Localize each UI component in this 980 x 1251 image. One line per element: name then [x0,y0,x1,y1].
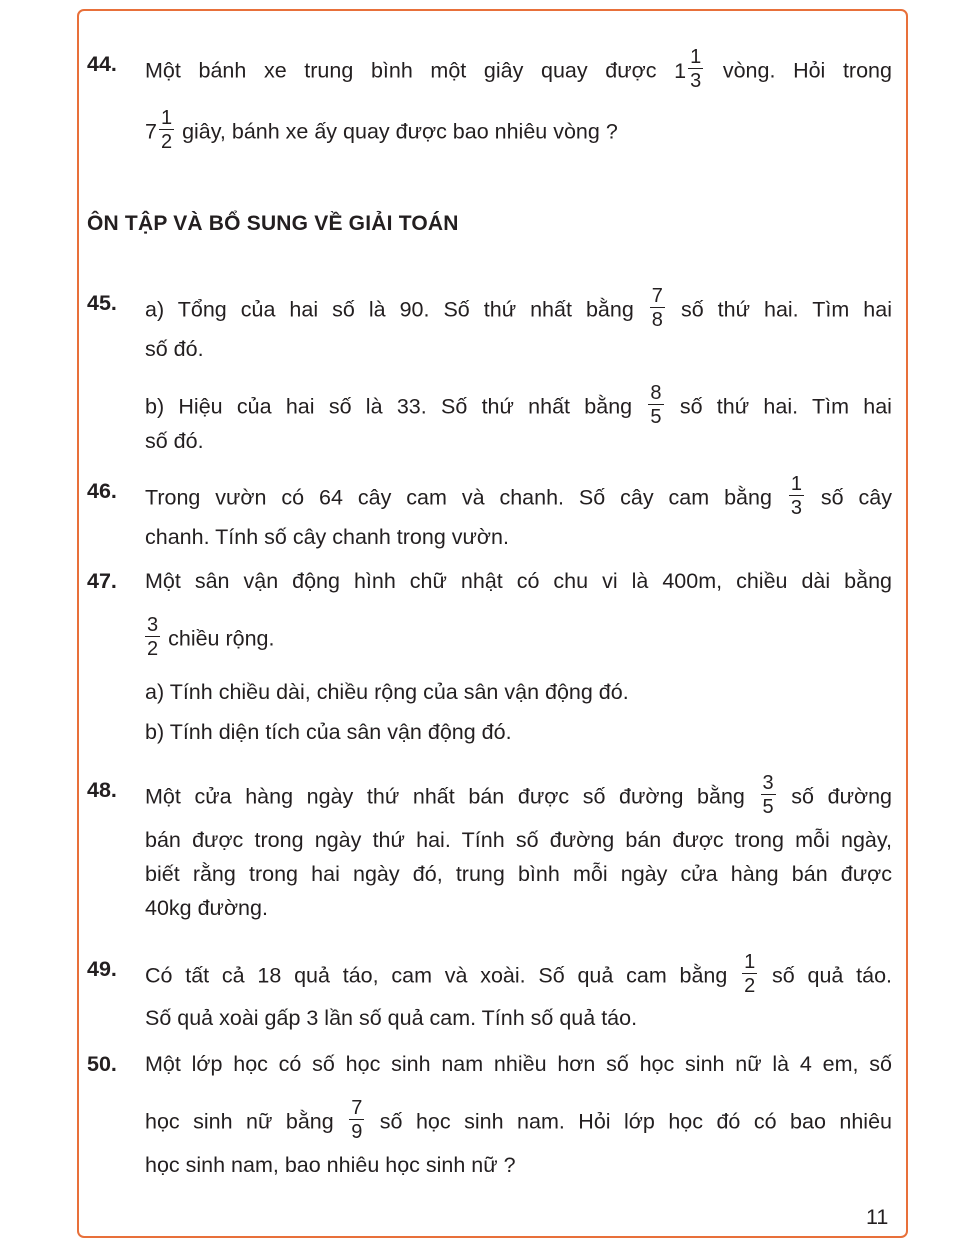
numerator: 1 [160,107,173,129]
numerator: 1 [790,473,802,495]
text-segment: chiều rộng. [168,626,275,651]
fraction [650,286,665,330]
denominator: 8 [651,309,663,331]
problem-number: 45. [87,291,117,315]
problem-text-line: a) Tính chiều dài, chiều rộng của sân vận động đó. [145,680,629,704]
numerator: 1 [744,951,756,973]
mixed-number [674,46,705,92]
text-segment: bán được trong ngày thứ hai. Tính số đường bán được trong mỗi ngày, [145,828,892,852]
numerator: 1 [690,46,702,68]
fraction [648,383,663,427]
fraction [688,47,703,91]
fraction [145,615,160,659]
fraction [159,108,174,152]
text-segment: học sinh nữ bằng [145,1109,334,1134]
whole-part: 1 [674,58,687,83]
denominator: 9 [351,1121,363,1143]
problem-text-line [145,382,892,430]
problem-text-line [145,772,893,820]
text-segment: số đường [791,784,893,809]
problem-text-line [145,567,892,595]
problem-number: 44. [87,52,117,76]
numerator: 3 [147,614,159,636]
text-segment: biết rằng trong hai ngày đó, trung bình mỗi ngày cửa hàng bán được [145,862,892,886]
whole-part: 7 [145,119,157,144]
problem-text-line [145,473,892,521]
text-segment: Một lớp học có số học sinh nam nhiều hơn số học sinh nữ là 4 em, số [145,1052,892,1076]
problem-text-line: Số quả xoài gấp 3 lần số quả cam. Tính số quả táo. [145,1006,638,1030]
problem-text-line: số đó. [145,429,204,453]
fraction [742,952,757,996]
denominator: 5 [650,406,662,428]
numerator: 7 [651,285,663,307]
problem-text-line [145,285,892,333]
problem-number: 49. [87,957,117,981]
problem-text-line [145,1050,892,1078]
denominator: 2 [744,975,756,997]
problem-text-line [145,860,892,888]
denominator: 5 [762,796,774,818]
problem-text-line [145,1097,892,1145]
denominator: 3 [790,497,802,519]
problem-text-line [145,107,618,155]
text-segment: Có tất cả 18 quả táo, cam và xoài. Số quả cam bằng [145,963,728,988]
denominator: 3 [690,70,702,92]
numerator: 7 [351,1097,363,1119]
problem-number: 47. [87,569,117,593]
text-segment: Một sân vận động hình chữ nhật có chu vi là 400m, chiều dài bằng [145,569,892,593]
problem-number: 48. [87,778,117,802]
denominator: 2 [147,638,159,660]
text-segment: số thứ hai. Tìm hai [679,394,892,419]
problem-text-line [145,826,892,854]
problem-text-line [145,951,893,999]
text-segment: giây, bánh xe ấy quay được bao nhiêu vòng ? [182,119,618,144]
text-segment: a) Tổng của hai số là 90. Số thứ nhất bằng [145,297,634,322]
numerator: 3 [762,772,774,794]
fraction [349,1098,364,1142]
text-segment: số quả táo. [772,963,893,988]
page-number: 11 [866,1205,889,1229]
problem-text-line [145,46,892,94]
denominator: 2 [160,131,173,153]
text-segment: vòng. Hỏi trong [722,58,892,83]
section-heading: ÔN TẬP VÀ BỔ SUNG VỀ GIẢI TOÁN [87,212,459,235]
problem-text-line [143,614,275,662]
text-segment: số cây [820,485,892,510]
numerator: 8 [650,382,662,404]
text-segment: Một bánh xe trung bình một giây quay được [145,58,657,83]
fraction [761,773,776,817]
problem-text-line: chanh. Tính số cây chanh trong vườn. [145,525,509,549]
problem-text-line: học sinh nam, bao nhiêu học sinh nữ ? [145,1153,516,1177]
text-segment: Một cửa hàng ngày thứ nhất bán được số đường bằng [145,784,745,809]
problem-text-line: 40kg đường. [145,896,268,920]
problem-text-line: số đó. [145,337,204,361]
text-segment: số thứ hai. Tìm hai [680,297,892,322]
text-segment: b) Hiệu của hai số là 33. Số thứ nhất bằng [145,394,633,419]
text-segment: số học sinh nam. Hỏi lớp học đó có bao nhiêu [379,1109,892,1134]
problem-number: 46. [87,479,117,503]
fraction [789,474,804,518]
problem-number: 50. [87,1052,117,1076]
text-segment: Trong vườn có 64 cây cam và chanh. Số cây cam bằng [145,485,772,510]
problem-text-line: b) Tính diện tích của sân vận động đó. [145,720,512,744]
